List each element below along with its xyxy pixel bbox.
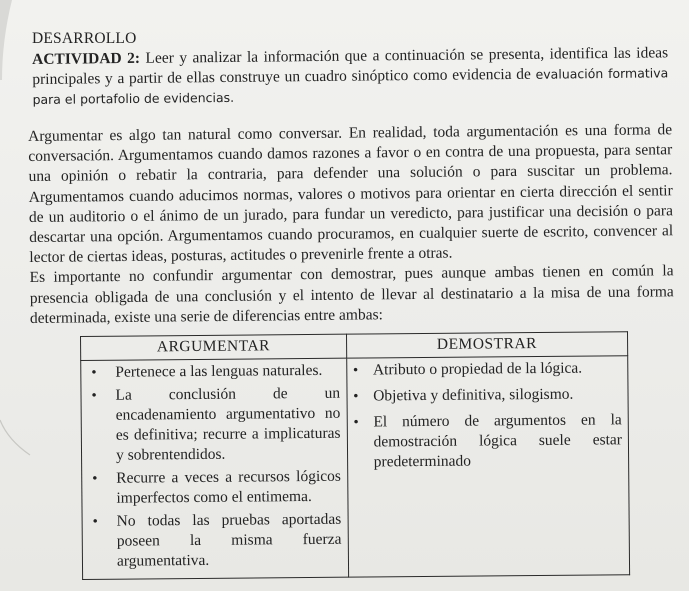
header-demostrar: DEMOSTRAR: [346, 332, 628, 358]
list-item: • Objetiva y definitiva, silogismo.: [347, 384, 622, 406]
list-item: • Atributo o propiedad de la lógica.: [347, 358, 622, 380]
list-item: • La conclusión de un encadenamiento argumentativo no es definitiva; recurre a implicaturas y sobrentendidos.: [81, 384, 340, 466]
comparison-table: [80, 331, 630, 580]
paragraph-argumentar: Argumentar es algo tan natural como conversar. En realidad, toda argumentación es una forma de conversación. Argumentamos cuando damos razones a favor o en contra de una propuesta, para sentar una opinión o rebatir la contraria, para defender una solución o para suscitar un problema. Argumentamos cuando aducimos normas, valores o motivos para orientar en cierta dirección el sentir de un auditorio o el ánimo de un jurado, para fundar un veredicto, para justificar una decisión o para descartar una opción. Argumentamos cuando procuramos, en cualquier suerte de escrito, convencer al lector de ciertas ideas, posturas, actitudes o prevenirle frente a otras.: [28, 121, 674, 267]
demostrar-cell: [346, 356, 629, 577]
paragraph-diferencias: Es importante no confundir argumentar con demostrar, pues aunque ambas tienen en común la presencia obligada de una conclusión y el intento de llevar al destinatario a la misa de una forma determinada, existe una serie de diferencias entre ambas:: [29, 262, 674, 327]
list-item: • Pertenece a las lenguas naturales.: [81, 361, 340, 383]
argumentar-list: [81, 359, 348, 579]
demostrar-list: [347, 356, 628, 482]
activity-instructions: [32, 43, 669, 110]
list-item: • Recurre a veces a recursos lógicos imperfectos como el entimema.: [82, 467, 341, 509]
header-argumentar: ARGUMENTAR: [81, 334, 347, 360]
argumentar-cell: [81, 358, 349, 579]
activity-tail: evaluación formativa para el portafolio de evidencias.: [32, 65, 669, 107]
activity-text: Leer y analizar la información que a continuación se presenta, identifica las ideas principales y a partir de ellas construye un cuadro sinóptico como evidencia de: [32, 44, 669, 88]
section-heading: DESARROLLO: [32, 30, 137, 47]
body-text: [28, 120, 674, 329]
table-row: [81, 356, 630, 580]
list-item: • No todas las pruebas aportadas poseen la misma fuerza argumentativa.: [83, 510, 342, 572]
list-item: • El número de argumentos en la demostración lógica suele estar predeterminado: [347, 410, 622, 472]
activity-label: ACTIVIDAD 2:: [32, 49, 141, 68]
